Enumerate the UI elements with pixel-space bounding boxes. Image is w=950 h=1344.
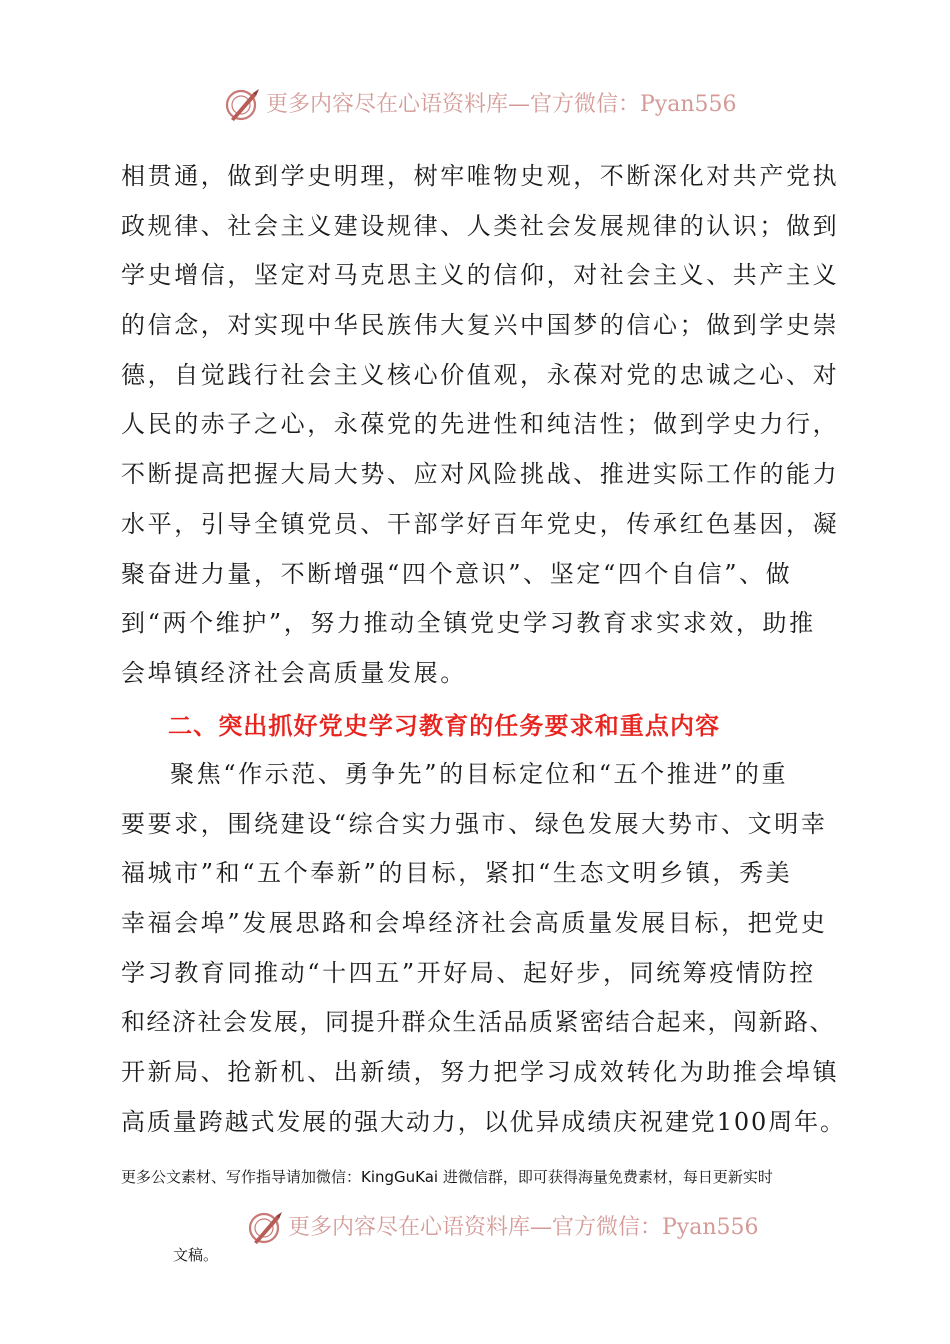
body-paragraph-1: [121, 152, 841, 699]
text-line: 和经济社会发展，同提升群众生活品质紧密结合起来，闯新路、: [121, 1008, 835, 1037]
pen-circle-logo-icon: [223, 85, 263, 125]
text-line: 会埠镇经济社会高质量发展。: [121, 658, 467, 687]
text-line: 要要求，围绕建设“综合实力强市、绿色发展大势市、文明幸: [121, 809, 828, 838]
text-line: 聚奋进力量，不断增强“四个意识”、坚定“四个自信”、做: [121, 559, 793, 588]
text-line: 聚焦“作示范、勇争先”的目标定位和“五个推进”的重: [170, 760, 789, 788]
text-line: 不断提高把握大局大势、应对风险挑战、推进实际工作的能力: [121, 460, 840, 489]
text-line: 学史增信，坚定对马克思主义的信仰，对社会主义、共产主义: [121, 261, 840, 290]
text-line: 幸福会埠”发展思路和会埠经济社会高质量发展目标，把党史: [121, 909, 828, 938]
text-line: 开新局、抢新机、出新绩，努力把学习成效转化为助推会埠镇: [121, 1058, 840, 1087]
section-heading: 二、突出抓好党史学习教育的任务要求和重点内容: [168, 712, 721, 740]
text-line: 水平，引导全镇党员、干部学好百年党史，传承红色基因，凝: [121, 509, 840, 538]
text-line: 德，自觉践行社会主义核心价值观，永葆对党的忠诚之心、对: [121, 360, 840, 389]
text-line: 相贯通，做到学史明理，树牢唯物史观，不断深化对共产党执: [121, 162, 840, 190]
text-line: 高质量跨越式发展的强大动力，以优异成绩庆祝建党100周年。: [121, 1107, 846, 1136]
body-paragraph-2: [121, 750, 846, 1148]
text-line: 到“两个维护”，努力推动全镇党史学习教育求实求效，助推: [121, 609, 816, 638]
text-line: 政规律、社会主义建设规律、人类社会发展规律的认识；做到: [121, 211, 840, 240]
footer-note-line-2: 文稿。: [173, 1246, 219, 1264]
text-line: 人民的赤子之心，永葆党的先进性和纯洁性；做到学史力行，: [121, 410, 840, 439]
footer-note-line-1: 更多公文素材、写作指导请加微信：KingGuKai 进微信群，即可获得海量免费素材，每日更新实时: [121, 1168, 773, 1186]
watermark-text: 更多内容尽在心语资料库—官方微信：Pyan556: [288, 1215, 759, 1240]
text-line: 的信念，对实现中华民族伟大复兴中国梦的信心；做到学史崇: [121, 311, 840, 340]
text-line: 学习教育同推动“十四五”开好局、起好步，同统筹疫情防控: [121, 958, 816, 987]
pen-circle-logo-icon: [246, 1208, 286, 1248]
watermark-top: [0, 85, 950, 125]
watermark-bottom: [0, 1208, 950, 1248]
watermark-text: 更多内容尽在心语资料库—官方微信：Pyan556: [266, 92, 737, 117]
text-line: 福城市”和“五个奉新”的目标，紧扣“生态文明乡镇，秀美: [121, 859, 793, 888]
